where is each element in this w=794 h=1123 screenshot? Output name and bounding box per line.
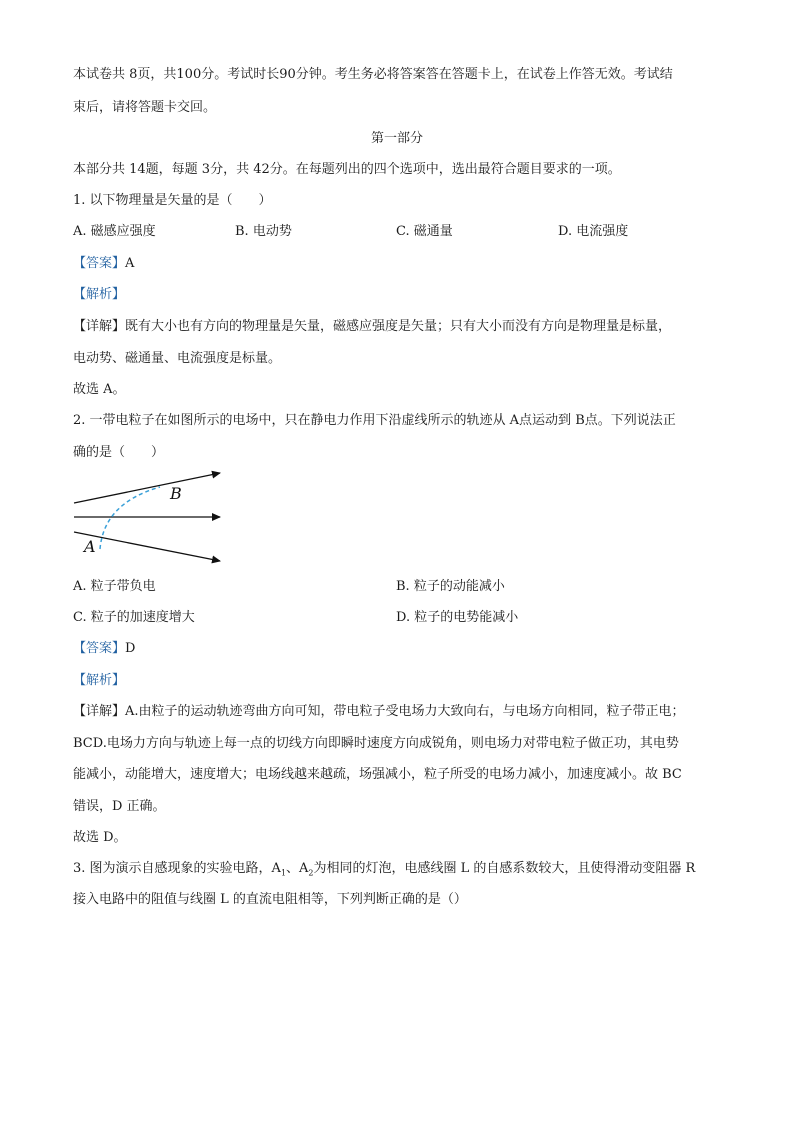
detail-tag: 【详解】 (73, 319, 126, 334)
q2-conclusion: 故选 D。 (73, 830, 127, 845)
q2-answer (73, 639, 135, 659)
q2-stem-2: 确的是（ ） (73, 445, 165, 460)
q2-detail-3: 能减小，动能增大，速度增大；电场线越来越疏，场强减小，粒子所受的电场力减小，加速度减小。故 BC (73, 767, 682, 782)
q1-detail-1 (73, 317, 671, 337)
field-line-bottom (74, 532, 220, 561)
point-b-label: B (170, 484, 182, 503)
q2-option-b: B. 粒子的动能减小 (396, 579, 505, 594)
q1-answer (73, 254, 134, 274)
q2-detail-1 (73, 702, 685, 722)
q1-option-b: B. 电动势 (235, 224, 292, 239)
q2-detail-2: BCD.电场力方向与轨迹上每一点的切线方向即瞬时速度方向成锐角，则电场力对带电粒子做正功，其电势 (73, 736, 679, 751)
answer-tag: 【答案】 (73, 256, 126, 271)
answer-value: D (125, 641, 136, 656)
intro-line-2: 束后，请将答题卡交回。 (73, 100, 217, 115)
q2-detail-4: 错误，D 正确。 (73, 799, 166, 814)
intro-line-1: 本试卷共 8页，共100分。考试时长90分钟。考生务必将答案答在答题卡上，在试卷上作答无效。考试结 (73, 67, 673, 82)
q3-sub-2: 2 (308, 868, 314, 878)
detail-text: A.由粒子的运动轨迹弯曲方向可知，带电粒子受电场力大致向右，与电场方向相同，粒子带正电； (125, 704, 685, 719)
q2-stem-1: 2. 一带电粒子在如图所示的电场中，只在静电力作用下沿虚线所示的轨迹从 A点运动到 B点。下列说法正 (73, 413, 676, 428)
electric-field-figure (70, 465, 230, 565)
q3-stem-2: 接入电路中的阻值与线圈 L 的直流电阻相等，下列判断正确的是（） (73, 892, 467, 907)
answer-tag: 【答案】 (73, 641, 126, 656)
q2-analysis-tag: 【解析】 (73, 673, 126, 688)
answer-value: A (125, 256, 135, 271)
q2-option-d: D. 粒子的电势能减小 (396, 610, 519, 625)
q2-option-a: A. 粒子带负电 (73, 579, 156, 594)
detail-text: 既有大小也有方向的物理量是矢量，磁感应强度是矢量；只有大小而没有方向是物理量是标量， (125, 319, 672, 334)
q3-stem-part-2: 为相同的灯泡，电感线圈 L 的自感系数较大，且使得滑动变阻器 R (313, 861, 696, 876)
q1-option-a: A. 磁感应强度 (73, 224, 156, 239)
q1-option-d: D. 电流强度 (558, 224, 629, 239)
q2-option-c: C. 粒子的加速度增大 (73, 610, 195, 625)
q3-stem-part-1: 3. 图为演示自感现象的实验电路，A (73, 861, 281, 876)
q1-stem: 1. 以下物理量是矢量的是（ ） (73, 193, 272, 208)
q3-separator: 、A (286, 861, 309, 876)
section-title: 第一部分 (370, 131, 423, 146)
point-a-label: A (84, 537, 96, 556)
q1-option-c: C. 磁通量 (396, 224, 453, 239)
q1-analysis-tag: 【解析】 (73, 287, 126, 302)
q1-conclusion: 故选 A。 (73, 382, 126, 397)
q1-detail-2: 电动势、磁通量、电流强度是标量。 (73, 351, 282, 366)
q3-sub-1: 1 (280, 868, 287, 878)
q3-stem-1 (73, 859, 695, 884)
section-instruction: 本部分共 14题，每题 3分，共 42分。在每题列出的四个选项中，选出最符合题目要求的一项。 (73, 162, 621, 177)
field-line-top (74, 473, 220, 503)
detail-tag: 【详解】 (73, 704, 126, 719)
